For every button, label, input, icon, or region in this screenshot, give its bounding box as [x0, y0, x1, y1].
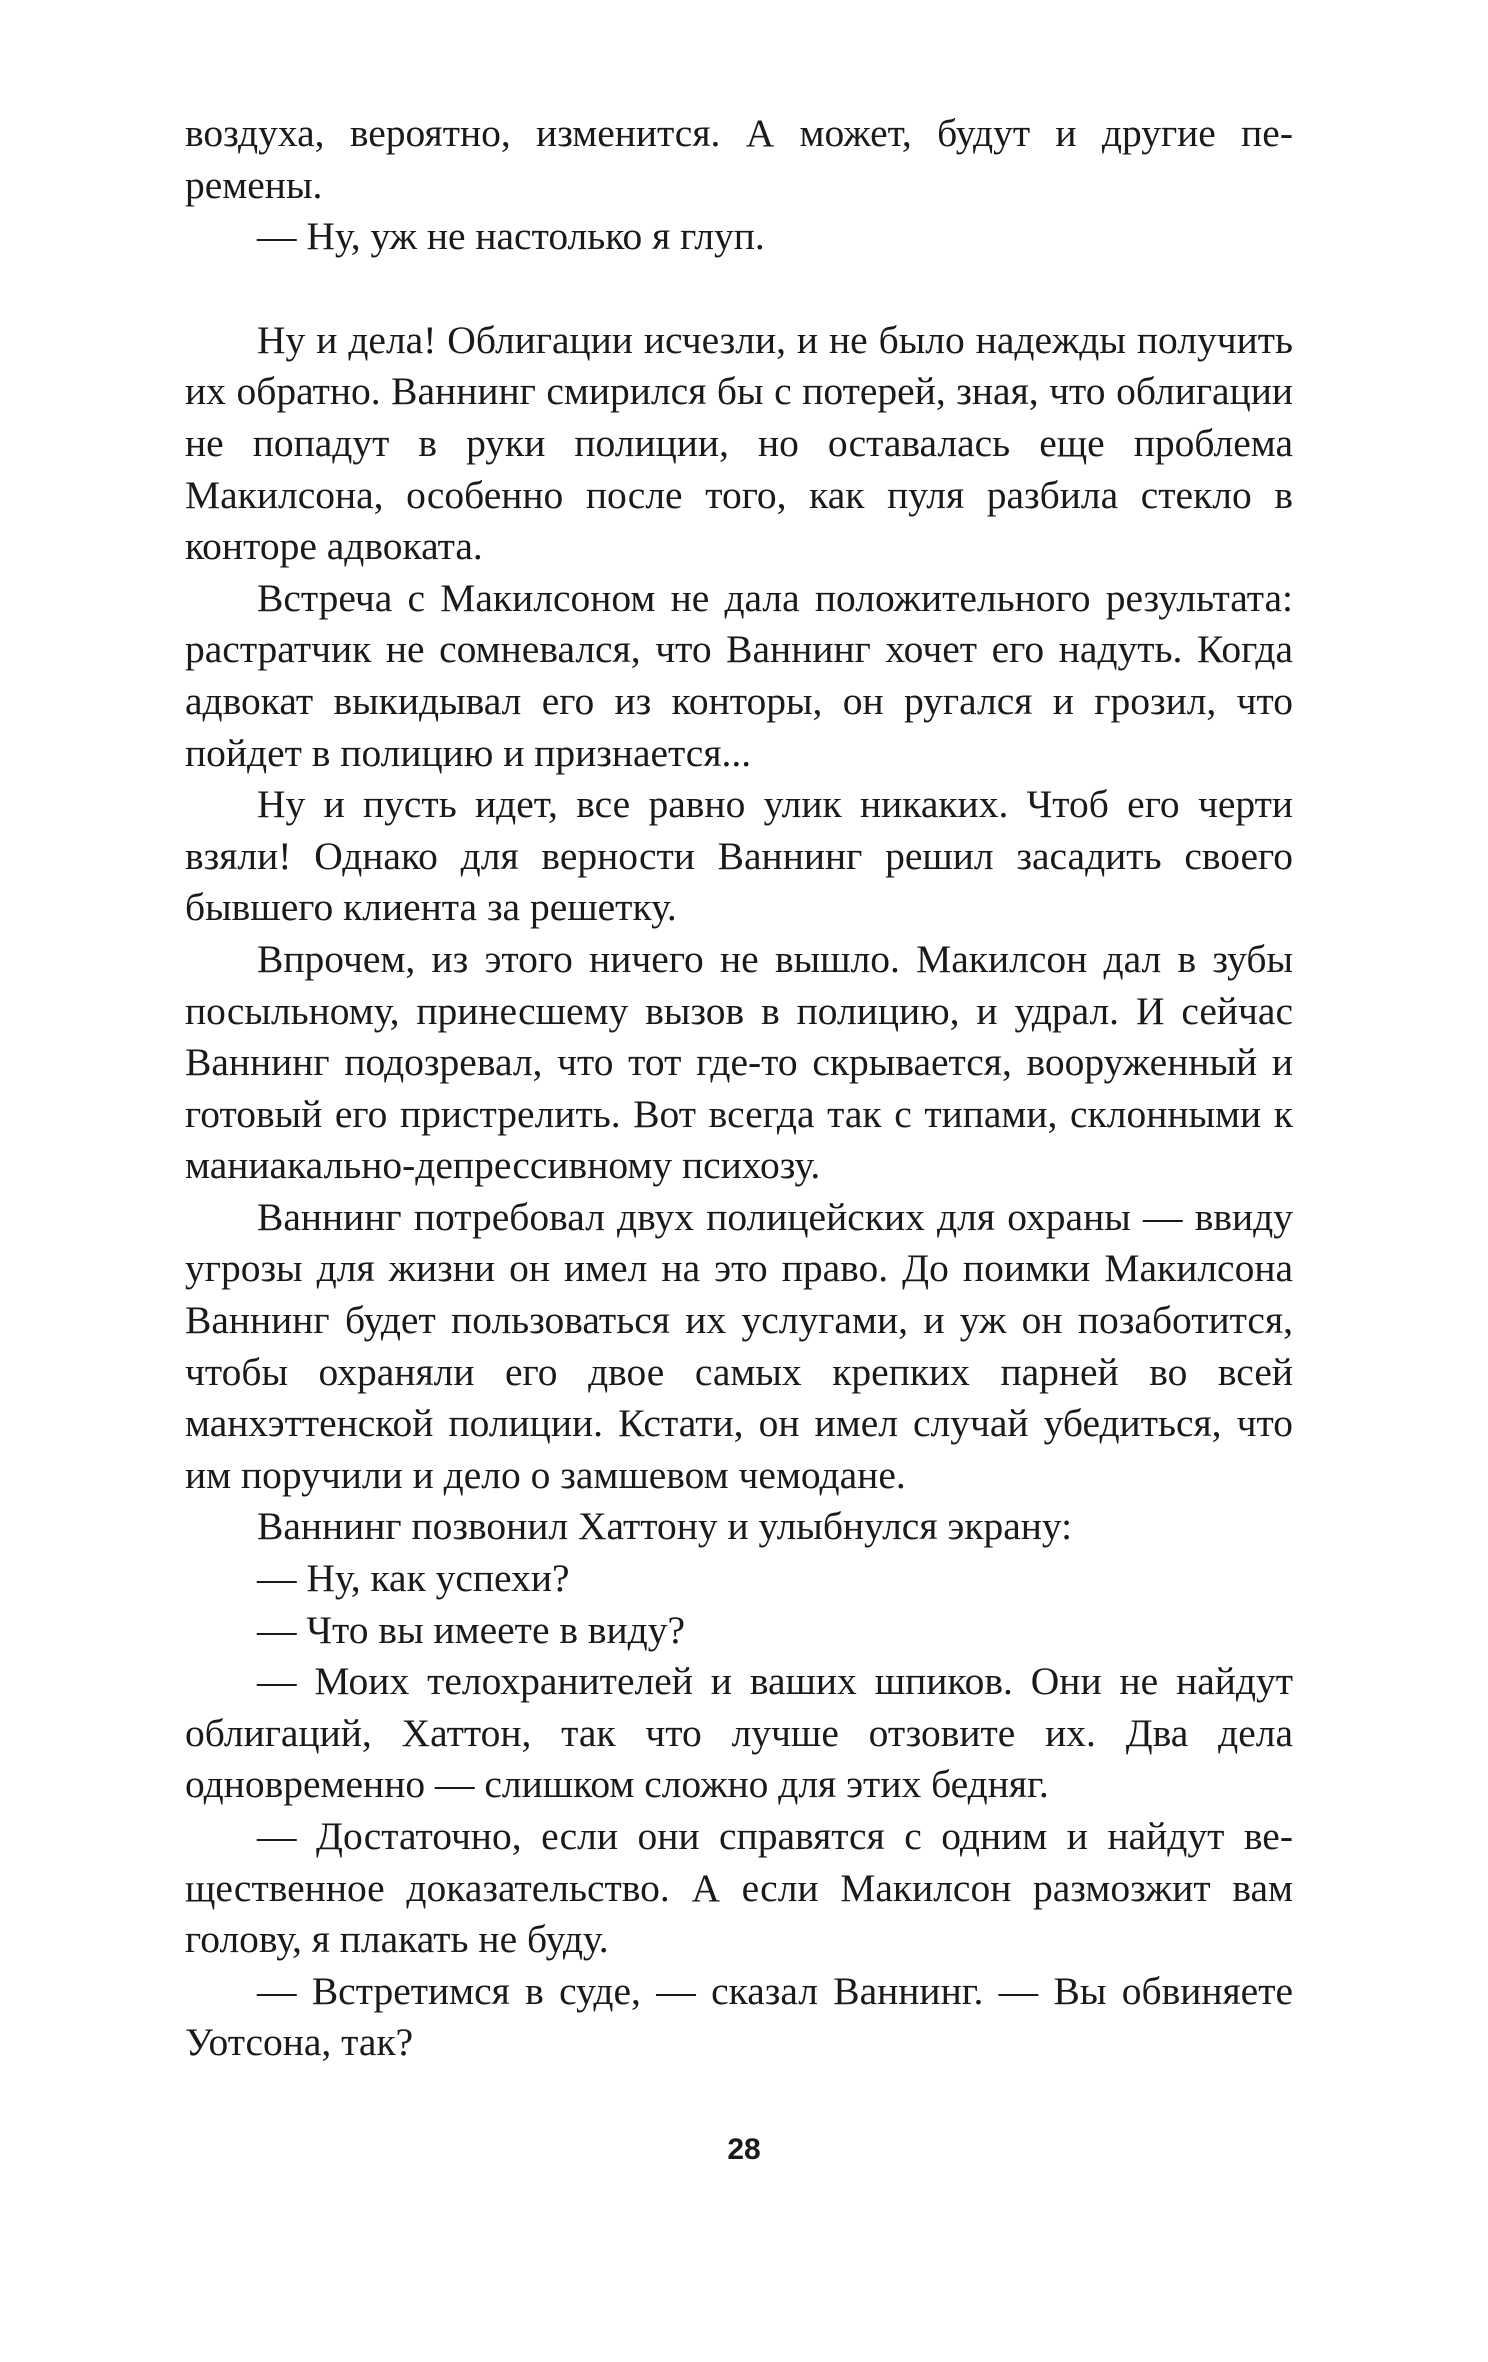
paragraph: Ну и дела! Облигации исчезли, и не было надежды получить их обратно. Ваннинг смирился бы с потерей, зная, что облигации не попадут в руки полиции, но оставалась еще проблема Макилсона, особенно после того, как пуля разбила стекло в конторе адвоката. [185, 317, 1293, 569]
paragraph: — Моих телохранителей и ваших шпиков. Они не найдут облигаций, Хаттон, так что лучше отзовите их. Два дела одновременно — слишком сложно для этих бедняг. [185, 1659, 1293, 1807]
paragraph: Ну и пусть идет, все равно улик никаких. Чтоб его черти взяли! Однако для верности Ваннинг решил засадить своего бывшего клиента за решетку. [185, 782, 1293, 930]
body-text [185, 108, 1293, 2069]
paragraph: Ваннинг позвонил Хаттону и улыбнулся экрану: [257, 1504, 1073, 1549]
paragraph: Впрочем, из этого ничего не вышло. Макилсон дал в зубы посыльному, принесшему вызов в полицию, и удрал. И сейчас Ваннинг подозревал, что тот где-то скрывается, вооруженный и готовый его пристрелить. Вот всегда так с типами, склонными к маниакально-депрессивному психозу. [185, 936, 1293, 1188]
paragraph: — Ну, как успехи? [257, 1556, 570, 1601]
paragraph: Ваннинг потребовал двух полицейских для охраны — ввиду угрозы для жизни он имел на это право. До поимки Макилсона Ваннинг будет пользоваться их услугами, и уж он позаботится, чтобы охраняли его двое самых крепких парней во всей манхэттенской полиции. Кстати, он имел случай убедиться, что им поручили и дело о замшевом чемодане. [185, 1194, 1293, 1497]
paragraph: — Ну, уж не настолько я глуп. [257, 214, 765, 259]
paragraph: — Достаточно, если они справятся с одним и найдут вещественное доказательство. А если Макилсон размозжит вам голову, я плакать не буду. [185, 1814, 1293, 1962]
paragraph: — Что вы имеете в виду? [257, 1607, 686, 1652]
paragraph: воздуха, вероятно, изменится. А может, будут и другие перемены. [185, 111, 1293, 207]
page-number: 28 [727, 2133, 761, 2166]
paragraph: — Встретимся в суде, — сказал Ваннинг. — Вы обвиняете Уотсона, так? [185, 1968, 1293, 2065]
paragraph: Встреча с Макилсоном не дала положительного результата: растратчик не сомневался, что Ваннинг хочет его надуть. Когда адвокат выкидывал его из конторы, он ругался и грозил, что пойдет в полицию и признается... [185, 575, 1293, 775]
